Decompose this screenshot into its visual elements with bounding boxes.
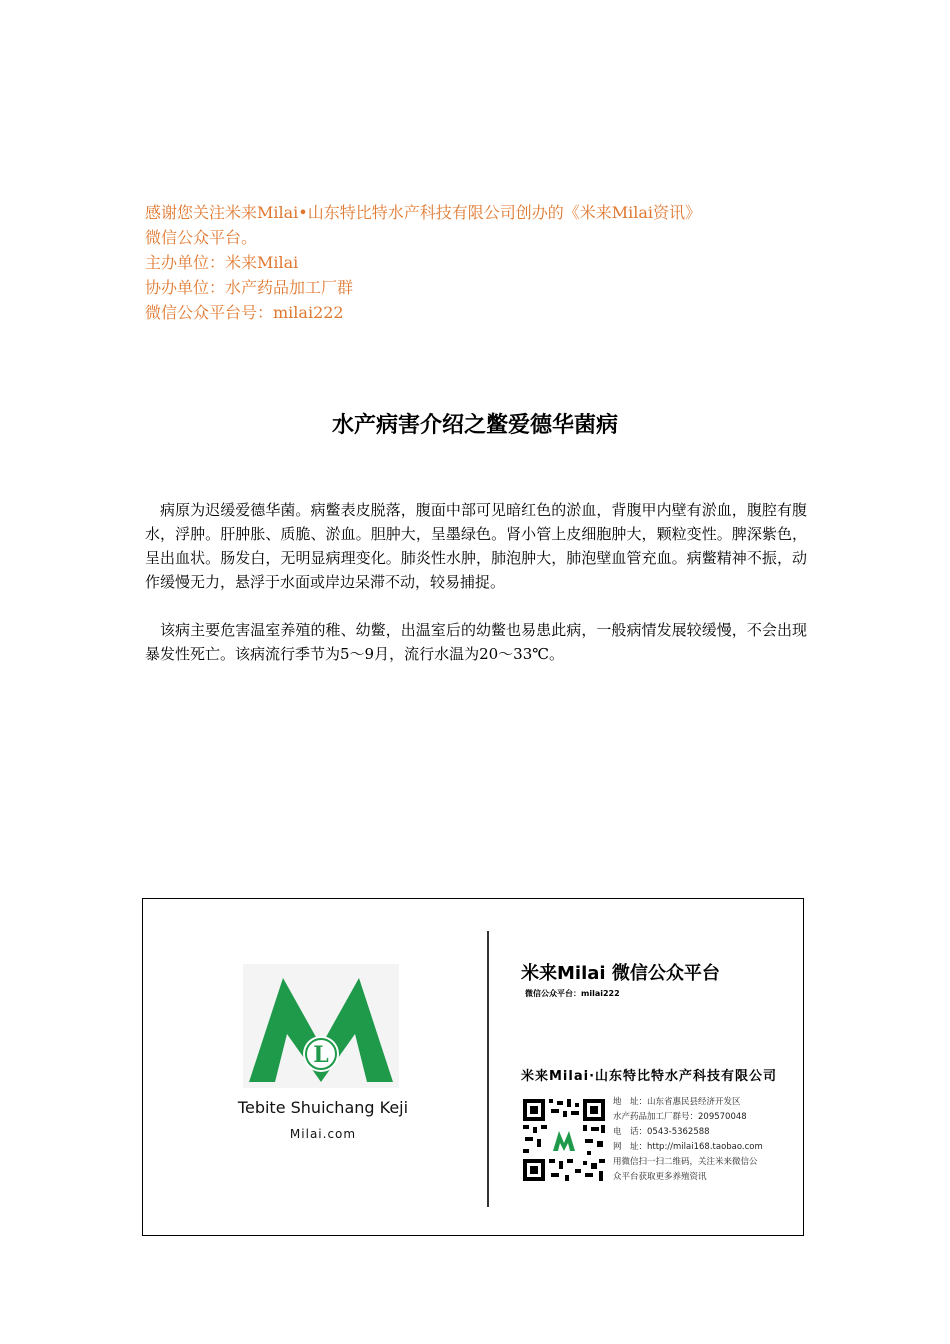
card-divider xyxy=(487,931,489,1207)
intro-host: 主办单位：米来Milai xyxy=(145,253,299,272)
intro-cohost: 协办单位：水产药品加工厂群 xyxy=(145,278,354,297)
company-name: 米来Milai·山东特比特水产科技有限公司 xyxy=(521,1069,778,1084)
qr-hint-line: 众平台获取更多养殖资讯 xyxy=(613,1172,707,1182)
intro-line: 微信公众平台。 xyxy=(145,228,258,247)
logo-letter: L xyxy=(313,1042,329,1068)
intro-block xyxy=(145,200,815,325)
business-card xyxy=(142,898,804,1236)
contact-info xyxy=(613,1095,803,1185)
qr-hint-line: 用微信扫一扫二维码，关注米来微信公 xyxy=(613,1157,758,1167)
intro-line: 感谢您关注米来Milai•山东特比特水产科技有限公司创办的《米来Milai资讯》 xyxy=(145,203,701,222)
phone-line: 电 话：0543-5362588 xyxy=(613,1127,710,1137)
brand-name: Tebite Shuichang Keji xyxy=(237,1098,409,1117)
platform-title: 米来Milai 微信公众平台 xyxy=(521,963,720,984)
article-title: 水产病害介绍之鳖爱德华菌病 xyxy=(331,413,618,438)
platform-subtitle: 微信公众平台：milai222 xyxy=(525,989,620,998)
intro-account: 微信公众平台号：milai222 xyxy=(145,303,344,322)
milai-logo xyxy=(243,964,399,1088)
article-body xyxy=(145,498,807,690)
group-number-line: 水产药品加工厂群号：209570048 xyxy=(613,1112,747,1122)
address-line: 地 址：山东省惠民县经济开发区 xyxy=(613,1097,741,1107)
brand-site: Milai.com xyxy=(289,1127,357,1141)
website-line: 网 址：http://milai168.taobao.com xyxy=(613,1142,763,1152)
article-paragraph: 病原为迟缓爱德华菌。病鳖表皮脱落，腹面中部可见暗红色的淤血，背腹甲内壁有淤血，腹腔有腹水，浮肿。肝肿胀、质脆、淤血。胆肿大，呈墨绿色。肾小管上皮细胞肿大，颗粒变性。脾深紫色，呈出血状。肠发白，无明显病理变化。肺炎性水肿，肺泡肿大，肺泡壁血管充血。病鳖精神不振，动作缓慢无力，悬浮于水面或岸边呆滞不动，较易捕捉。 xyxy=(145,501,807,591)
qr-code-icon xyxy=(521,1097,607,1183)
article-paragraph: 该病主要危害温室养殖的稚、幼鳖，出温室后的幼鳖也易患此病，一般病情发展较缓慢，不会出现暴发性死亡。该病流行季节为5～9月，流行水温为20～33℃。 xyxy=(145,621,807,663)
milai-logo-icon xyxy=(243,964,399,1088)
